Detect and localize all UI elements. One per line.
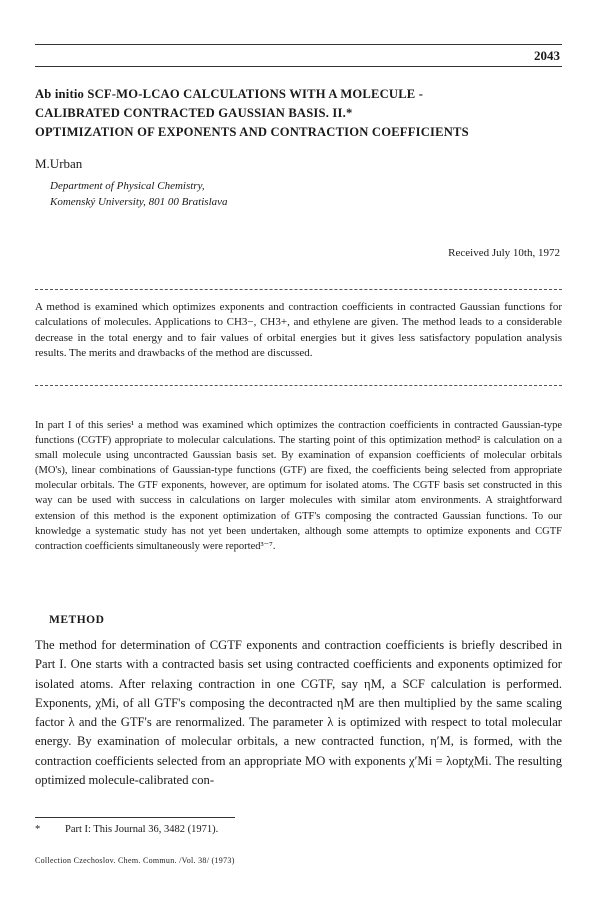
- top-rule: [35, 44, 562, 45]
- abstract-top-rule: [35, 289, 562, 290]
- footnote-mark: *: [35, 824, 41, 835]
- footnote-rule: [35, 817, 235, 818]
- author-name: M.Urban: [35, 156, 83, 171]
- page-number: 2043: [534, 48, 560, 63]
- article-title: [35, 85, 565, 142]
- footnote-text: Part I: This Journal 36, 3482 (1971).: [65, 824, 219, 835]
- title-line-2: CALIBRATED CONTRACTED GAUSSIAN BASIS. II.*: [35, 106, 353, 120]
- title-line-1: Ab initio SCF-MO-LCAO CALCULATIONS WITH A MOLECULE -: [35, 87, 424, 101]
- abstract-text: A method is examined which optimizes exponents and contraction coefficients in contracted Gaussian functions for calculations of molecules. Applications to CH3−, CH3+, and ethylene are given. The method leads to a considerable decrease in the total energy and to fair values of orbital energies but it gives less satisfactory population analysis results. The merits and drawbacks of the method are discussed.: [35, 301, 562, 360]
- section-heading: METHOD: [49, 614, 105, 626]
- affiliation: [50, 178, 228, 210]
- journal-citation: Collection Czechoslov. Chem. Commun. /Vol. 38/ (1973): [35, 856, 235, 865]
- footnote: [35, 824, 562, 835]
- received-date: Received July 10th, 1972: [448, 247, 560, 259]
- affiliation-line-1: Department of Physical Chemistry,: [50, 180, 205, 192]
- introduction-paragraph: In part I of this series¹ a method was examined which optimizes the contraction coefficients in contracted Gaussian-type functions (CGTF) appropriate to molecular calculations. The starting point of this optimization method² is calculation on a small molecule using uncontracted Gaussian basis set. By examination of expansion coefficients of molecular orbitals (MO's), linear combinations of Gaussian-type functions (GTF) are fixed, the coefficients being selected from appropriate molecular orbitals. The GTF exponents, however, are optimum for isolated atoms. The CGTF basis set constructed in this way can be used with success in calculations on larger molecules with similar atom environments. A straightforward extension of this method is the exponent optimization of GTF's composing the contracted Gaussian functions. To our knowledge a systematic study has not yet been undertaken, although some attempts to optimize exponents and CGTF contraction coefficients simultaneously were reported³⁻⁷.: [35, 420, 562, 552]
- abstract-bottom-rule: [35, 385, 562, 386]
- affiliation-line-2: Komenský University, 801 00 Bratislava: [50, 196, 228, 208]
- header-rule: [35, 66, 562, 67]
- method-paragraph: The method for determination of CGTF exponents and contraction coefficients is briefly described in Part I. One starts with a contracted basis set using contracted coefficients and exponents optimized for isolated atoms. After relaxing contraction in one CGTF, say ηM, a SCF calculation is performed. Exponents, χMi, of all GTF's composing the decontracted ηM are then multiplied by the same scaling factor λ and the GTF's are renormalized. The parameter λ is optimized with respect to total molecular energy. By examination of molecular orbitals, a new contracted function, η′M, is formed, with the contraction coefficients selected from an appropriate MO with exponents χ′Mi = λoptχMi. The resulting optimized molecule-calibrated con-: [35, 638, 562, 788]
- title-line-3: OPTIMIZATION OF EXPONENTS AND CONTRACTION COEFFICIENTS: [35, 125, 469, 139]
